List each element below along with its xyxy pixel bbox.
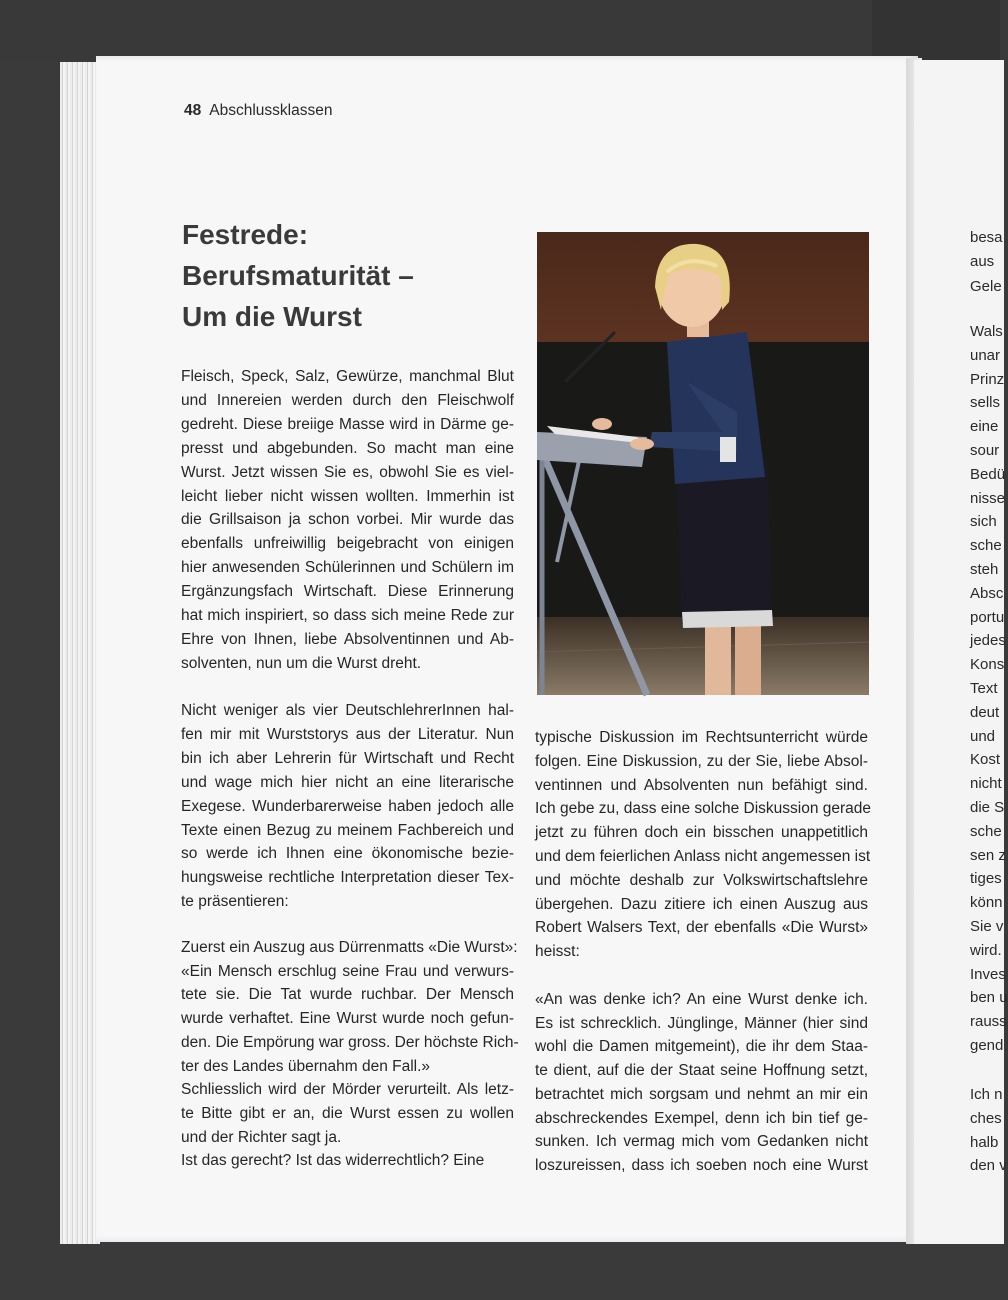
background-top	[0, 0, 1000, 60]
text-line: gedreht. Diese breiige Masse wird in Därme ge-	[181, 415, 514, 433]
text-line: betrachtet mich sorgsam und nehmt an mir ein	[535, 1085, 868, 1103]
text-line: den. Die Empörung war gross. Der höchste Rich-	[181, 1033, 519, 1051]
next-page-fragment: ches	[970, 1109, 1002, 1127]
text-line: Zuerst ein Auszug aus Dürrenmatts «Die Wurst»:	[181, 939, 518, 956]
text-line: typische Diskussion im Rechtsunterricht würde	[535, 729, 868, 746]
next-page-fragment: steh	[970, 561, 999, 578]
next-page-fragment: Gele	[970, 277, 1002, 295]
running-header	[184, 102, 332, 120]
text-line: loszureissen, dass ich soeben noch eine Wurst	[535, 1156, 868, 1174]
next-page-fragment: den v	[970, 1157, 1007, 1175]
text-line: sunken. Ich vermag mich vom Gedanken nicht	[535, 1133, 868, 1151]
text-line: solventen, nun um die Wurst dreht.	[181, 654, 422, 672]
background-corner	[872, 0, 1000, 60]
text-line: «An was denke ich? An eine Wurst denke ich.	[535, 991, 868, 1008]
section-title: Abschlussklassen	[209, 102, 333, 119]
next-page-fragment: sche	[970, 537, 1002, 555]
next-page-fragment: portu	[970, 608, 1005, 626]
text-line: Robert Walsers Text, der ebenfalls «Die Wurst»	[535, 919, 868, 937]
text-line: ebenfalls unfreiwillig beigebracht von einigen	[181, 535, 514, 553]
next-page-fragment: Bedü	[970, 465, 1006, 483]
next-page-fragment: Absc	[970, 584, 1004, 602]
next-page-fragment: Ich n	[970, 1086, 1003, 1103]
speaker-photo	[537, 232, 869, 695]
text-line: jetzt zu führen doch ein bisschen unappetitlich	[535, 824, 868, 842]
text-line: Wurst. Jetzt wissen Sie es, obwohl Sie es viel-	[181, 463, 514, 481]
text-line: leicht lieber nicht wissen wollten. Immerhin ist	[181, 487, 514, 505]
next-page-fragment: deut	[970, 703, 1000, 721]
text-line: Es ist schrecklich. Jünglinge, Männer (hier sind	[535, 1014, 868, 1032]
text-line: und möchte deshalb zur Volkswirtschaftslehre	[535, 871, 868, 889]
article-title	[182, 214, 414, 337]
text-line: Nicht weniger als vier DeutschlehrerInnen hal-	[181, 702, 514, 719]
next-page-fragment: aus	[970, 253, 995, 271]
next-page-fragment: sich	[970, 513, 997, 531]
next-page-fragment: unar	[970, 346, 1001, 364]
text-line: ter des Landes übernahm den Fall.»	[181, 1057, 431, 1075]
text-line: wurde verhaftet. Eine Wurst wurde noch gefun-	[181, 1010, 514, 1028]
title-line: Um die Wurst	[182, 301, 362, 332]
text-line: übergehen. Dazu zitiere ich einen Auszug aus	[535, 895, 868, 913]
next-page-fragment: tiges	[970, 870, 1002, 888]
next-page-fragment: besa	[970, 229, 1003, 246]
next-page-fragment: sen z	[970, 846, 1006, 864]
text-line: Schliesslich wird der Mörder verurteilt. Als letz-	[181, 1081, 514, 1099]
text-line: bin ich aber Lehrerin für Wirtschaft und Recht	[181, 749, 514, 767]
text-line: wohl die Damen mitgemeint), die ihr dem Staa-	[535, 1038, 868, 1056]
next-page-fragment: eine	[970, 418, 999, 436]
text-line: die Grillsaison ja schon vorbei. Mir wurde das	[181, 511, 514, 529]
title-line: Berufsmaturität –	[182, 260, 414, 291]
next-page-fragment: Prinz	[970, 370, 1005, 388]
next-page-fragment: gend	[970, 1037, 1004, 1054]
next-page-fragment: Inves	[970, 965, 1006, 983]
page-edges	[60, 62, 100, 1244]
text-line: fen mir mit Wurststorys aus der Literatur. Nun	[181, 725, 514, 743]
text-line: Fleisch, Speck, Salz, Gewürze, manchmal Blut	[181, 368, 514, 385]
next-page-fragment: und	[970, 727, 996, 745]
page-number: 48	[184, 102, 202, 119]
next-page-fragment: die S	[970, 799, 1005, 816]
next-page-fragment: Wals	[970, 323, 1003, 340]
text-line: te Bitte gibt er an, die Wurst essen zu wollen	[181, 1104, 514, 1122]
next-page-fragment: wird.	[970, 941, 1002, 959]
text-line: Ergänzungsfach Wirtschaft. Diese Erinnerung	[181, 583, 514, 601]
text-line: und Innereien werden durch den Fleischwolf	[181, 391, 514, 409]
next-page-fragment: nisse	[970, 489, 1006, 507]
next-page-fragment: jedes	[970, 632, 1006, 650]
next-page-fragment: Kons	[970, 656, 1005, 674]
text-line: hier anwesenden Schülerinnen und Schülern im	[181, 559, 514, 577]
next-page-fragment: halb	[970, 1133, 999, 1151]
text-line: folgen. Eine Diskussion, zu der Sie, liebe Absol-	[535, 752, 868, 770]
text-line: tete sie. Die Tat wurde ruchbar. Der Mensch	[181, 986, 514, 1004]
text-line: presst und abgebunden. So macht man eine	[181, 439, 514, 457]
text-line: hungsweise rechtliche Interpretation dieser Tex-	[181, 869, 514, 887]
text-line: ventinnen und Absolventen nun befähigt sind.	[535, 776, 868, 794]
text-line: Ehre von Ihnen, liebe Absolventinnen und Ab-	[181, 630, 514, 648]
next-page-fragment: Sie v	[970, 918, 1004, 935]
next-page-fragment: Text	[970, 680, 998, 697]
text-line: te präsentieren:	[181, 893, 289, 911]
next-page-fragment: ben u	[970, 989, 1008, 1007]
next-page-fragment: nicht	[970, 775, 1002, 793]
next-page-fragment: sells	[970, 394, 1001, 412]
text-line: Ich gebe zu, dass eine solche Diskussion gerade	[535, 800, 872, 818]
next-page-fragment: sour	[970, 442, 1000, 459]
next-page-fragment: könn	[970, 894, 1003, 912]
text-line: Exegese. Wunderbarerweise haben jedoch alle	[181, 797, 514, 815]
text-line: und wage mich hier nicht an eine literarische	[181, 773, 514, 791]
text-line: Texte einen Bezug zu meinem Fachbereich und	[181, 821, 514, 839]
next-page-fragment: rauss	[970, 1013, 1007, 1031]
text-line: und dem feierlichen Anlass nicht angemessen ist	[535, 848, 871, 865]
next-page-fragment: sche	[970, 822, 1002, 840]
text-line: hat mich inspiriert, so dass sich meine Rede zur	[181, 607, 514, 624]
text-line: te dient, auf die der Staat seine Hoffnung setzt,	[535, 1062, 868, 1080]
next-page-fragment: Kost	[970, 751, 1001, 769]
right-page-partial	[914, 60, 1008, 1244]
text-line: abschreckendes Exempel, denn ich bin tief ge-	[535, 1109, 868, 1127]
text-line: und der Richter sagt ja.	[181, 1128, 342, 1146]
title-line: Festrede:	[182, 219, 309, 250]
text-line: so werde ich Ihnen eine ökonomische bezie-	[181, 845, 514, 863]
text-line: Ist das gerecht? Ist das widerrechtlich? Eine	[181, 1152, 485, 1170]
text-line: heisst:	[535, 943, 580, 961]
text-line: «Ein Mensch erschlug seine Frau und verwurs-	[181, 962, 514, 980]
